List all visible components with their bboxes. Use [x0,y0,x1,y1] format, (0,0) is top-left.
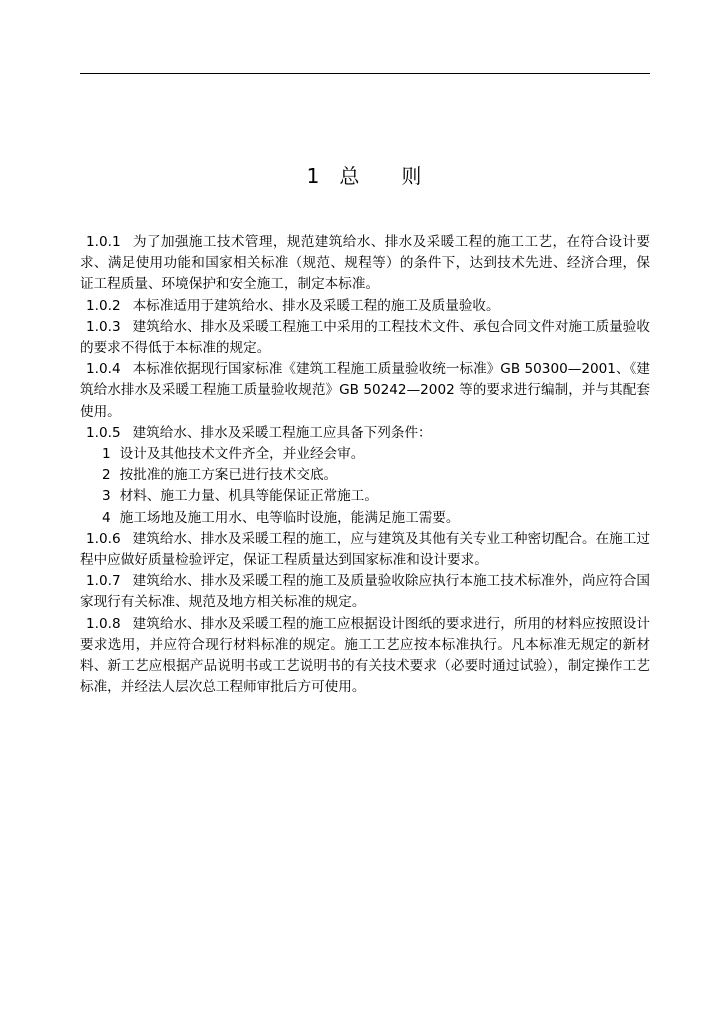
clause-1-0-8 [80,614,650,699]
clause-number: 1.0.4 [86,361,121,378]
condition-number: 1 [102,446,111,463]
clause-text: 本标准依据现行国家标准《建筑工程施工质量验收统一标准》GB 50300—2001、《建筑给水排水及采暖工程施工质量验收规范》GB 50242—2002 等的要求进行编制，并与其配套使用。 [80,361,650,420]
condition-number: 3 [102,488,111,505]
clause-number: 1.0.5 [86,424,121,441]
clause-1-0-5 [80,423,650,444]
condition-item [80,465,650,486]
condition-item [80,508,650,529]
chapter-title [0,163,728,189]
condition-text: 施工场地及施工用水、电等临时设施，能满足施工需要。 [119,509,460,526]
clause-1-0-6 [80,529,650,571]
condition-number: 4 [102,509,111,526]
clause-number: 1.0.1 [86,234,121,250]
chapter-number: 1 [306,164,320,188]
condition-text: 按批准的施工方案已进行技术交底。 [119,467,338,484]
clause-text: 为了加强施工技术管理，规范建筑给水、排水及采暖工程的施工工艺，在符合设计要求、满足使用功能和国家相关标准（规范、规程等）的条件下，达到技术先进、经济合理，保证工程质量、环境保护和安全施工，制定本标准。 [80,234,650,293]
clause-1-0-2 [80,296,650,317]
condition-item [80,486,650,507]
condition-number: 2 [102,467,111,484]
condition-text: 材料、施工力量、机具等能保证正常施工。 [119,488,378,505]
condition-item [80,444,650,465]
clause-number: 1.0.7 [86,573,121,590]
header-rule [80,73,650,74]
clause-number: 1.0.8 [86,615,121,632]
clause-number: 1.0.3 [86,318,121,335]
clause-1-0-4 [80,359,650,423]
clause-1-0-7 [80,571,650,613]
document-body [80,232,650,698]
clause-text: 建筑给水、排水及采暖工程的施工及质量验收除应执行本施工技术标准外，尚应符合国家现行有关标准、规范及地方相关标准的规定。 [80,573,650,611]
clause-number: 1.0.6 [86,530,121,547]
clause-text: 建筑给水、排水及采暖工程施工应具备下列条件： [132,424,432,441]
chapter-title-char-1: 总 [339,164,360,188]
clause-text: 建筑给水、排水及采暖工程施工中采用的工程技术文件、承包合同文件对施工质量验收的要求不得低于本标准的规定。 [80,318,650,357]
condition-text: 设计及其他技术文件齐全，并业经会审。 [119,446,365,463]
clause-text: 本标准适用于建筑给水、排水及采暖工程的施工及质量验收。 [132,297,500,314]
clause-number: 1.0.2 [86,297,121,314]
clause-text: 建筑给水、排水及采暖工程的施工应根据设计图纸的要求进行，所用的材料应按照设计要求选用，并应符合现行材料标准的规定。施工工艺应按本标准执行。凡本标准无规定的新材料、新工艺应根据产品说明书或工艺说明书的有关技术要求（必要时通过试验），制定操作工艺标准，并经法人层次总工程师审批后方可使用。 [80,615,650,696]
chapter-title-char-2: 则 [401,164,422,188]
clause-text: 建筑给水、排水及采暖工程的施工，应与建筑及其他有关专业工种密切配合。在施工过程中应做好质量检验评定，保证工程质量达到国家标准和设计要求。 [80,530,650,569]
clause-1-0-1 [80,232,650,296]
clause-1-0-3 [80,317,650,359]
